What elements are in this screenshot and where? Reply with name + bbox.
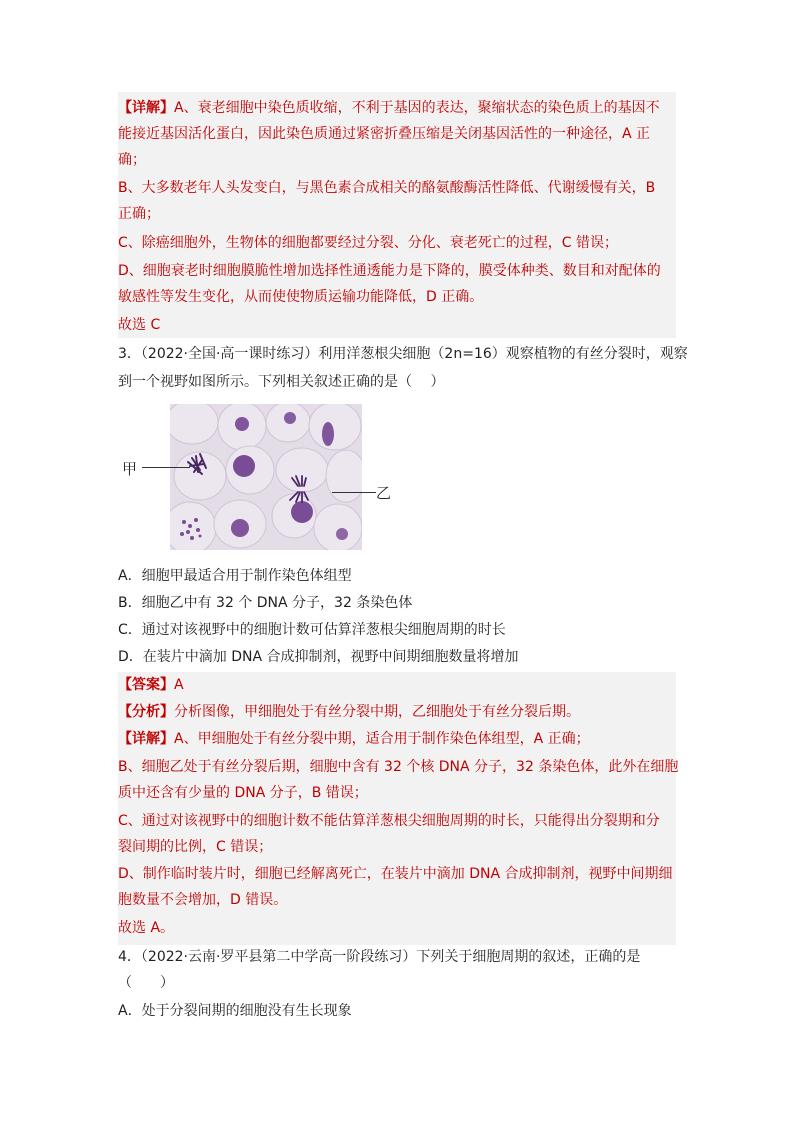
q4-stem-line-2: （ ） bbox=[118, 975, 174, 991]
detail-tag: 【详解】 bbox=[118, 100, 174, 116]
choice2-line: 故选 A。 bbox=[118, 920, 175, 936]
answer-value: A bbox=[174, 677, 184, 693]
q4-stem-line-1: 4．（2022·云南·罗平县第二中学高一阶段练习）下列关于细胞周期的叙述，正确的是 bbox=[118, 949, 641, 965]
onion-root-tip-micrograph bbox=[170, 404, 362, 550]
answer-tag: 【答案】 bbox=[118, 677, 174, 693]
detail2-d-line-2: 胞数量不会增加，D 错误。 bbox=[118, 892, 288, 908]
label-jia: 甲 bbox=[122, 460, 138, 478]
q3-stem-line-1: 3．（2022·全国·高一课时练习）利用洋葱根尖细胞（2n=16）观察植物的有丝分裂时，观察 bbox=[118, 346, 688, 362]
detail-line-2: 能接近基因活化蛋白，因此染色质通过紧密折叠压缩是关闭基因活性的一种途径，A 正 bbox=[118, 126, 651, 142]
detail-d-line-2: 敏感性等发生变化，从而使使物质运输功能降低，D 正确。 bbox=[118, 289, 484, 305]
detail-text: A、衰老细胞中染色质收缩，不利于基因的表达，聚缩状态的染色质上的基因不 bbox=[174, 100, 660, 116]
detail2-c-line-1: C、通过对该视野中的细胞计数不能估算洋葱根尖细胞周期的时长，只能得出分裂期和分 bbox=[118, 813, 660, 829]
q3-stem-line-2: 到一个视野如图所示。下列相关叙述正确的是（ ） bbox=[118, 374, 445, 390]
leader-yi bbox=[332, 492, 376, 493]
detail2-c-line-2: 裂间期的比例，C 错误； bbox=[118, 839, 273, 855]
micrograph-svg bbox=[170, 404, 362, 550]
detail-b-line-1: B、大多数老年人头发变白，与黑色素合成相关的酪氨酸酶活性降低、代谢缓慢有关，B bbox=[118, 180, 656, 196]
detail-line-3: 确； bbox=[118, 152, 146, 168]
detail2-a-text: A、甲细胞处于有丝分裂中期，适合用于制作染色体组型，A 正确； bbox=[174, 731, 590, 747]
detail-d-line-1: D、细胞衰老时细胞膜脆性增加选择性通透能力是下降的，膜受体种类、数目和对配体的 bbox=[118, 263, 661, 279]
q3-option-c: C．通过对该视野中的细胞计数可估算洋葱根尖细胞周期的时长 bbox=[118, 622, 506, 638]
q4-option-a: A．处于分裂间期的细胞没有生长现象 bbox=[118, 1003, 352, 1019]
choice-line: 故选 C bbox=[118, 317, 161, 333]
q3-option-b: B．细胞乙中有 32 个 DNA 分子，32 条染色体 bbox=[118, 595, 413, 611]
analysis-line bbox=[118, 702, 580, 722]
detail2-b-line-2: 质中还含有少量的 DNA 分子，B 错误； bbox=[118, 785, 368, 801]
q3-option-d: D．在装片中滴加 DNA 合成抑制剂，视野中间期细胞数量将增加 bbox=[118, 649, 519, 665]
detail-c-line: C、除癌细胞外，生物体的细胞都要经过分裂、分化、衰老死亡的过程，C 错误； bbox=[118, 235, 618, 251]
label-yi: 乙 bbox=[376, 484, 392, 502]
detail2-a-line bbox=[118, 729, 590, 749]
analysis-text: 分析图像，甲细胞处于有丝分裂中期，乙细胞处于有丝分裂后期。 bbox=[174, 704, 580, 720]
leader-jia bbox=[142, 467, 190, 468]
detail2-b-line-1: B、细胞乙处于有丝分裂后期，细胞中含有 32 个核 DNA 分子，32 条染色体，此外在细胞 bbox=[118, 759, 679, 775]
q3-option-a: A．细胞甲最适合用于制作染色体组型 bbox=[118, 568, 352, 584]
detail-line-1 bbox=[118, 98, 660, 118]
detail-b-line-2: 正确； bbox=[118, 206, 160, 222]
answer-line bbox=[118, 675, 184, 695]
analysis-tag: 【分析】 bbox=[118, 704, 174, 720]
detail2-d-line-1: D、制作临时装片时，细胞已经解离死亡，在装片中滴加 DNA 合成抑制剂，视野中间期细 bbox=[118, 866, 673, 882]
detail2-tag: 【详解】 bbox=[118, 731, 174, 747]
